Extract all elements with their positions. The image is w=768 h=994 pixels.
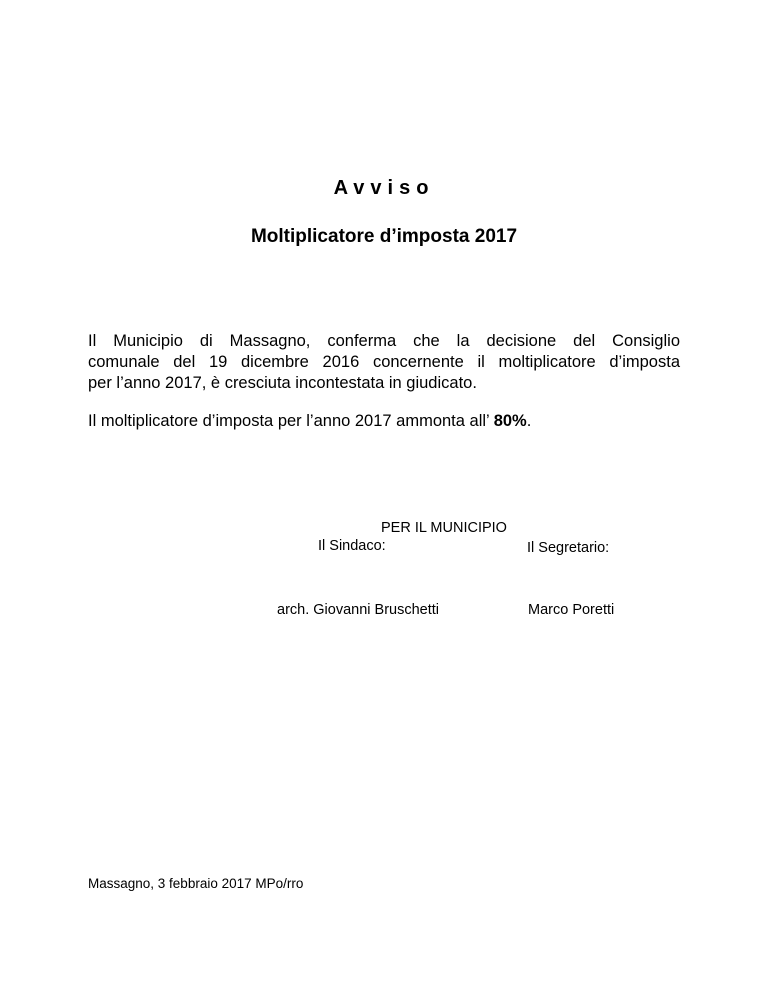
document-title: Avviso (333, 177, 435, 199)
paragraph-line: comunale del 19 dicembre 2016 concernente il moltiplicatore d’imposta (88, 353, 680, 371)
announcement-paragraph (88, 331, 680, 394)
multiplier-suffix: . (526, 412, 532, 430)
secretary-label: Il Segretario: (527, 540, 610, 556)
paragraph-line: Il Municipio di Massagno, conferma che la decisione del Consiglio (88, 332, 680, 350)
signature-header: PER IL MUNICIPIO (381, 520, 507, 536)
multiplier-text: Il moltiplicatore d’imposta per l’anno 2017 ammonta all’ (88, 412, 494, 430)
secretary-name: Marco Poretti (528, 602, 615, 618)
mayor-label: Il Sindaco: (318, 538, 386, 554)
multiplier-paragraph (88, 411, 680, 432)
document-footer: Massagno, 3 febbraio 2017 MPo/rro (88, 876, 304, 891)
document-subtitle: Moltiplicatore d’imposta 2017 (250, 226, 518, 247)
multiplier-value: 80% (493, 412, 527, 430)
paragraph-line: per l’anno 2017, è cresciuta incontestata in giudicato. (88, 374, 477, 392)
mayor-name: arch. Giovanni Bruschetti (277, 602, 439, 618)
